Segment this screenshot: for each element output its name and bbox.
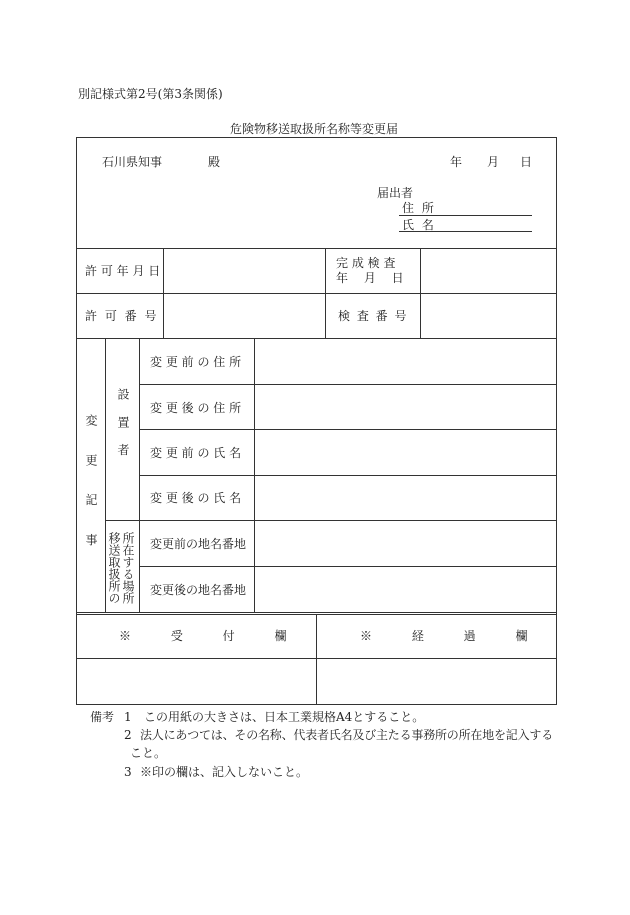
receipt-column-label: ※ 受 付 欄 [119,629,287,643]
installer-label: 設 置 者 [116,388,130,456]
note-1-text: この用紙の大きさは、日本工業規格A4とすること。 [144,710,425,724]
note-2-continuation: こと。 [130,746,167,760]
completion-inspection-label: 完 成 検 査 [336,256,396,270]
row-divider [77,612,556,613]
applicant-address-label: 住 所 [402,201,434,215]
note-2-number: 2 [124,728,132,742]
addressee-governor: 石川県知事 [102,155,163,169]
header-block [77,138,556,248]
form-table [76,137,557,705]
change-item-prev-name: 変 更 前 の 氏 名 [150,446,242,460]
change-record-label: 変 更 記 事 [84,414,98,554]
applicant-label: 届出者 [377,186,414,200]
col-divider [105,338,106,612]
location-label-col2: 所在する場所 [121,532,135,604]
form-title: 危険物移送取扱所名称等変更届 [230,122,399,136]
note-3-text: ※印の欄は、記入しないこと。 [140,765,309,779]
applicant-address-line [399,215,532,216]
col-divider [163,248,164,338]
note-3-number: 3 [124,765,132,779]
col-divider [139,338,140,612]
row-divider [77,248,556,249]
row-divider [139,429,556,430]
row-divider [139,384,556,385]
form-number-label: 別記様式第2号(第3条関係) [78,87,223,101]
inspection-number-label: 検 査 番 号 [338,309,407,323]
notes-label: 備考 [90,710,115,724]
addressee-honorific: 殿 [208,155,221,169]
completion-inspection-date-label: 年 月 日 [336,271,404,285]
date-year-label: 年 [450,155,463,169]
change-item-prev-address: 変 更 前 の 住 所 [150,355,242,369]
col-divider [316,614,317,704]
row-divider [139,475,556,476]
change-item-new-address: 変 更 後 の 住 所 [150,401,242,415]
note-2-text: 法人にあつては、その名称、代表者氏名及び主たる事務所の所在地を記入する [140,728,554,742]
permit-number-label: 許 可 番 号 [85,309,157,323]
note-1-number: 1 [124,710,132,724]
row-divider [77,338,556,339]
col-divider [325,248,326,338]
col-divider [420,248,421,338]
applicant-name-line [399,231,532,232]
change-item-new-location: 変更後の地名番地 [150,583,247,597]
row-divider [139,566,556,567]
change-item-new-name: 変 更 後 の 氏 名 [150,491,242,505]
date-month-label: 月 [487,155,500,169]
progress-column-label: ※ 経 過 欄 [360,629,528,643]
row-divider [77,293,556,294]
row-divider [105,520,556,521]
applicant-name-label: 氏 名 [402,218,434,232]
change-item-prev-location: 変更前の地名番地 [150,537,247,551]
col-divider [254,338,255,612]
permit-date-label: 許 可 年 月 日 [85,264,161,278]
location-label-col1: 移送取扱所の [107,532,121,604]
date-day-label: 日 [520,155,533,169]
